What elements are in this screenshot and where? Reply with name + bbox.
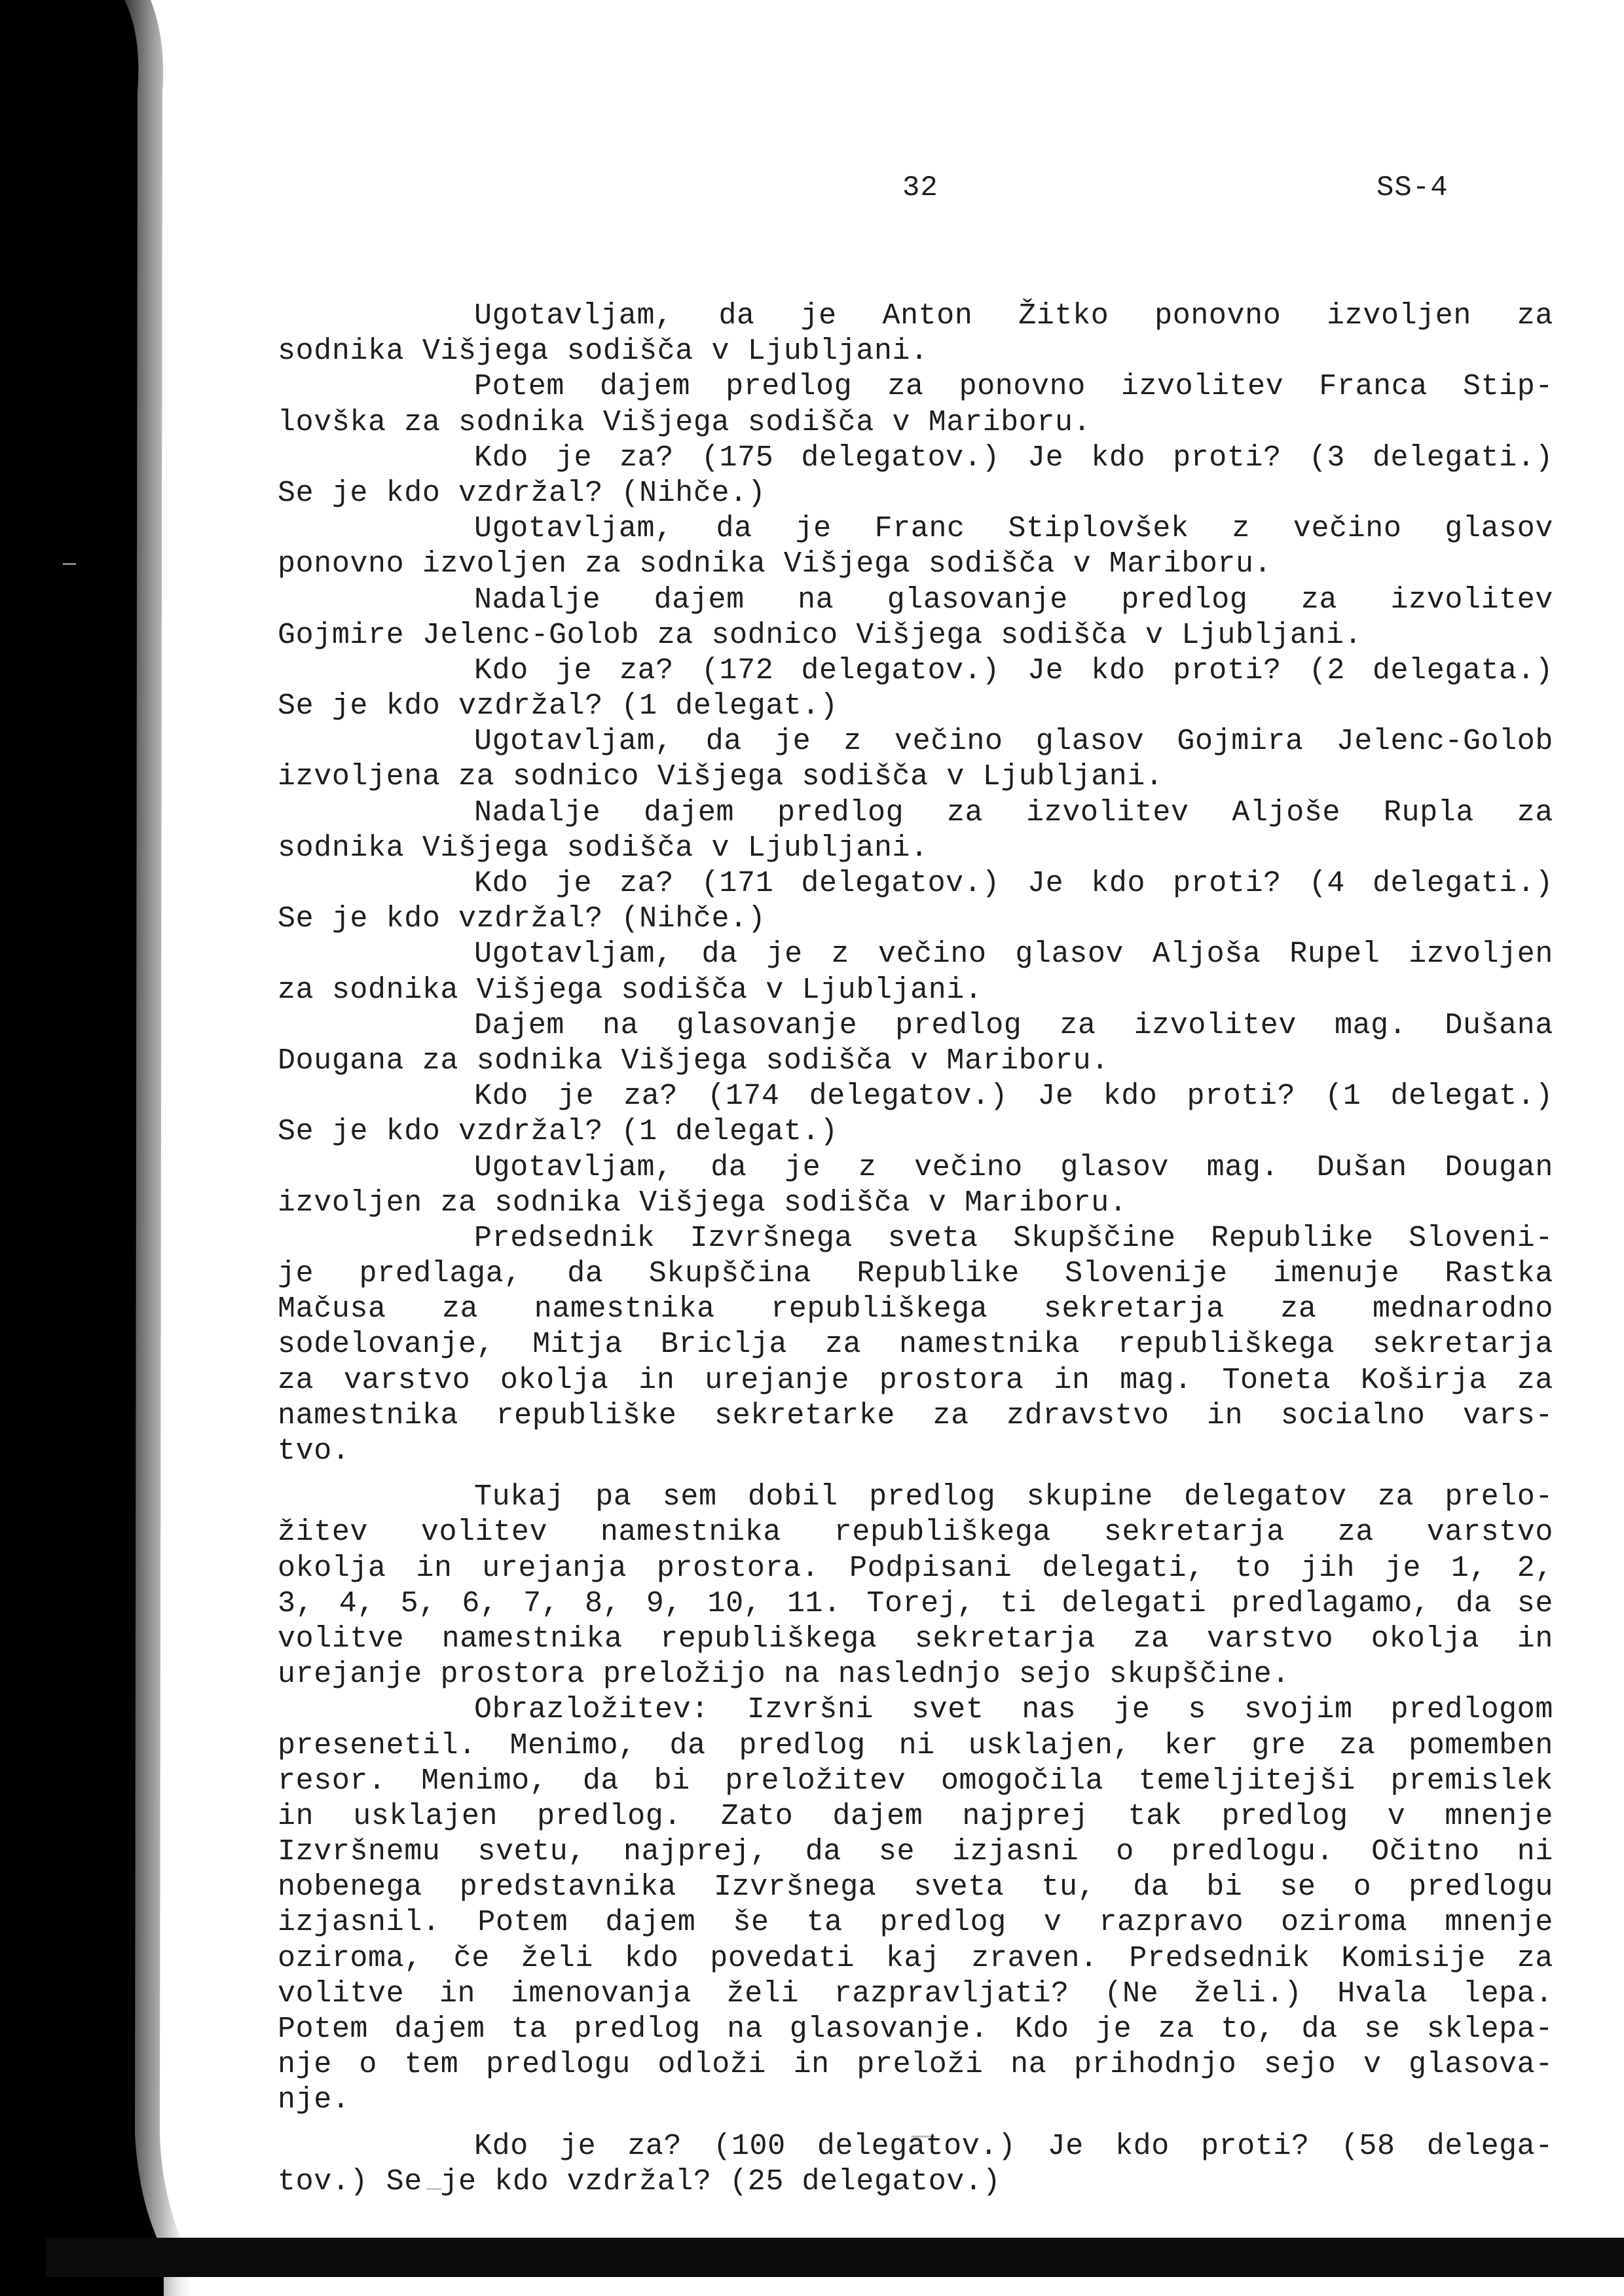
text-line: izjasnil. Potem dajem še ta predlog v razpravo oziroma mnenje	[278, 1906, 1553, 1940]
text-line: Se je kdo vzdržal? (Nihče.)	[278, 476, 766, 510]
text-line: ponovno izvoljen za sodnika Višjega sodišča v Mariboru.	[278, 547, 1272, 581]
text-line: za varstvo okolja in urejanje prostora in mag. Toneta Koširja za	[278, 1363, 1553, 1397]
text-line: Predsednik Izvršnega sveta Skupščine Republike Sloveni-	[474, 1221, 1553, 1255]
text-line: za sodnika Višjega sodišča v Ljubljani.	[278, 973, 983, 1007]
text-line: Dajem na glasovanje predlog za izvolitev mag. Dušana	[474, 1008, 1553, 1042]
text-line: nje.	[278, 2083, 350, 2117]
page-number: 32	[902, 172, 938, 204]
text-line: namestnika republiške sekretarke za zdravstvo in socialno vars-	[278, 1398, 1553, 1432]
text-line: volitve namestnika republiškega sekretarja za varstvo okolja in	[278, 1622, 1553, 1656]
text-line: Kdo je za? (174 delegatov.) Je kdo proti? (1 delegat.)	[474, 1080, 1553, 1114]
text-line: oziroma, če želi kdo povedati kaj zraven. Predsednik Komisije za	[278, 1941, 1553, 1975]
text-line: Potem dajem predlog za ponovno izvolitev Franca Stip-	[474, 370, 1553, 404]
text-line: Kdo je za? (172 delegatov.) Je kdo proti? (2 delegata.)	[474, 653, 1553, 687]
text-line: sodnika Višjega sodišča v Ljubljani.	[278, 335, 929, 369]
text-line: izvoljena za sodnico Višjega sodišča v Ljubljani.	[278, 760, 1164, 794]
text-line: Se je kdo vzdržal? (1 delegat.)	[278, 1115, 838, 1149]
text-line: Kdo je za? (171 delegatov.) Je kdo proti? (4 delegati.)	[474, 867, 1553, 900]
text-line: urejanje prostora preložijo na naslednjo sejo skupščine.	[278, 1658, 1290, 1692]
text-line: Ugotavljam, da je z večino glasov mag. Dušan Dougan	[474, 1150, 1553, 1184]
text-line: Se je kdo vzdržal? (1 delegat.)	[278, 689, 838, 723]
text-line: žitev volitev namestnika republiškega sekretarja za varstvo	[278, 1516, 1553, 1550]
text-line: Nadalje dajem predlog za izvolitev Aljoše Rupla za	[474, 795, 1553, 829]
scan-edge-band	[46, 2238, 1624, 2277]
paragraph-gap	[278, 1469, 1553, 1480]
text-line: sodnika Višjega sodišča v Ljubljani.	[278, 831, 929, 865]
text-line: Mačusa za namestnika republiškega sekretarja za mednarodno	[278, 1292, 1553, 1326]
binding-shadow	[0, 0, 196, 2296]
text-line: 3, 4, 5, 6, 7, 8, 9, 10, 11. Torej, ti delegati predlagamo, da se	[278, 1586, 1553, 1620]
scan-mark	[63, 563, 76, 565]
text-line: okolja in urejanja prostora. Podpisani delegati, to jih je 1, 2,	[278, 1551, 1553, 1585]
text-line: presenetil. Menimo, da predlog ni usklajen, ker gre za pomemben	[278, 1728, 1553, 1762]
text-line: Dougana za sodnika Višjega sodišča v Mariboru.	[278, 1044, 1109, 1078]
text-line: Ugotavljam, da je Franc Stiplovšek z večino glasov	[474, 512, 1553, 546]
text-line: Tukaj pa sem dobil predlog skupine delegatov za prelo-	[474, 1480, 1553, 1514]
text-line: Nadalje dajem na glasovanje predlog za izvolitev	[474, 583, 1553, 617]
text-line: Gojmire Jelenc-Golob za sodnico Višjega sodišča v Ljubljani.	[278, 618, 1363, 652]
text-line: sodelovanje, Mitja Briclja za namestnika republiškega sekretarja	[278, 1328, 1553, 1362]
text-line: Ugotavljam, da je Anton Žitko ponovno izvoljen za	[474, 299, 1553, 333]
text-line: Ugotavljam, da je z večino glasov Gojmira Jelenc-Golob	[474, 725, 1553, 759]
text-line: Kdo je za? (100 delegatov.) Je kdo proti? (58 delega-	[474, 2129, 1553, 2163]
text-line: Obrazložitev: Izvršni svet nas je s svojim predlogom	[474, 1693, 1553, 1727]
text-line: tov.) Se je kdo vzdržal? (25 delegatov.)	[278, 2164, 1001, 2198]
text-line: tvo.	[278, 1434, 350, 1468]
text-line: nobenega predstavnika Izvršnega sveta tu, da bi se o predlogu	[278, 1870, 1553, 1904]
text-line: resor. Menimo, da bi preložitev omogočila temeljitejši premislek	[278, 1764, 1553, 1798]
paragraph-gap	[278, 2119, 1553, 2129]
text-line: lovška za sodnika Višjega sodišča v Mariboru.	[278, 405, 1092, 439]
text-line: Kdo je za? (175 delegatov.) Je kdo proti? (3 delegati.)	[474, 441, 1553, 475]
text-line: Ugotavljam, da je z večino glasov Aljoša Rupel izvoljen	[474, 938, 1553, 972]
text-line: Izvršnemu svetu, najprej, da se izjasni o predlogu. Očitno ni	[278, 1835, 1553, 1869]
text-line: Se je kdo vzdržal? (Nihče.)	[278, 902, 766, 936]
text-line: volitve in imenovanja želi razpravljati? (Ne želi.) Hvala lepa.	[278, 1977, 1553, 2011]
text-line: nje o tem predlogu odloži in preloži na prihodnjo sejo v glasova-	[278, 2048, 1553, 2082]
text-line: izvoljen za sodnika Višjega sodišča v Mariboru.	[278, 1186, 1128, 1220]
document-code: SS-4	[1376, 172, 1449, 204]
body-text	[278, 299, 1553, 2200]
text-line: je predlaga, da Skupščina Republike Slovenije imenuje Rastka	[278, 1257, 1553, 1291]
text-line: Potem dajem ta predlog na glasovanje. Kdo je za to, da se sklepa-	[278, 2013, 1553, 2046]
text-line: in usklajen predlog. Zato dajem najprej tak predlog v mnenje	[278, 1799, 1553, 1833]
